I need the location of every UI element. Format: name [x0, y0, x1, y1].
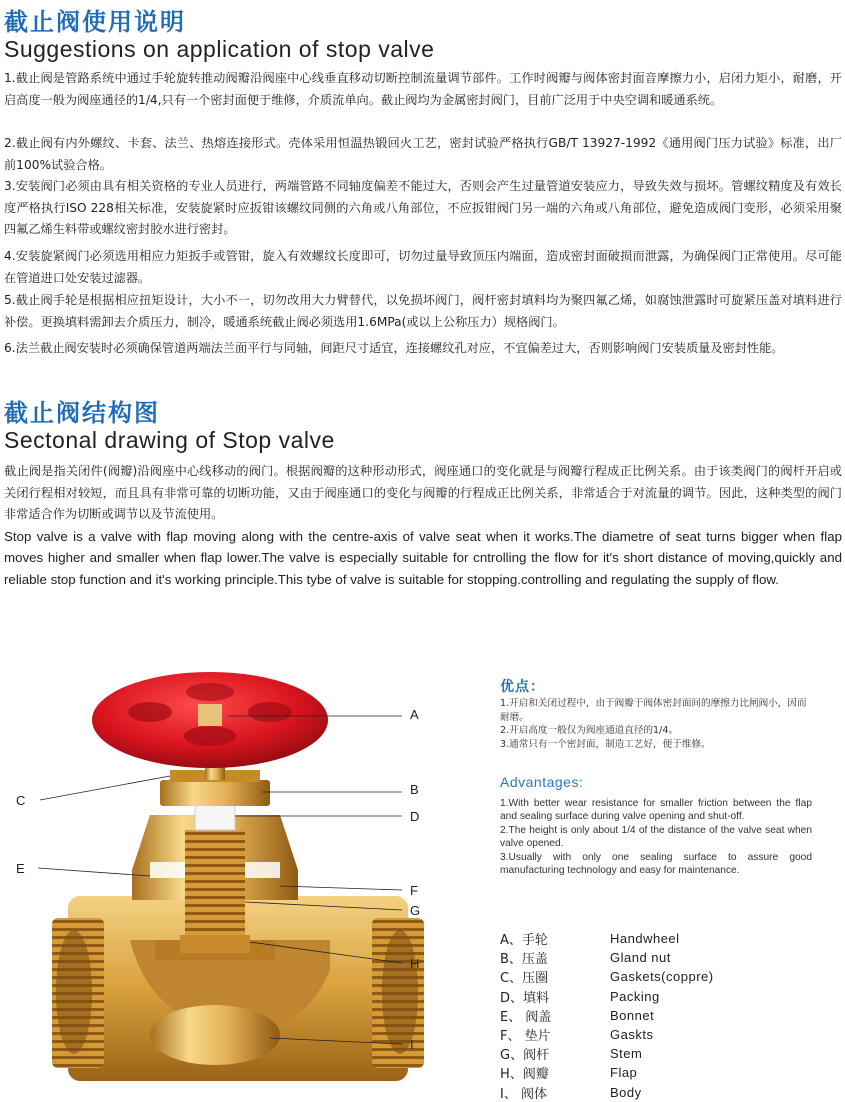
advantage-cn-2: 2.开启高度一般仅为阀座通道直径的1/4。 [500, 725, 679, 737]
callout-i: I [410, 1037, 414, 1052]
valve-flap [180, 935, 250, 953]
callout-f: F [410, 883, 418, 898]
part-en: Stem [610, 1046, 643, 1062]
part-cn: G、阀杆 [500, 1048, 550, 1064]
usage-paragraph-2: 2.截止阀有内外螺纹、卡套、法兰、热熔连接形式。壳体采用恒温热锻回火工艺，密封试验严格执行GB/T 13927-1992《通用阀门压力试验》标准，出厂前100%试验合格。 [4, 136, 842, 172]
advantages-list-en [500, 797, 812, 877]
callout-g: G [410, 903, 421, 918]
structure-paragraph-cn: 截止阀是指关闭件(阀瓣)沿阀座中心线移动的阀门。根据阀瓣的这种形动形式，阀座通口的变化就是与阀瓣行程成正比例关系。由于该类阀门的阀杆开启或关闭行程相对较短，而且具有非常可靠的切断功能，又由于阀座通口的变化与阀瓣的行程成正比例关系，非常适合于对流量的调节。因此，这种类型的阀门非常适合作为切断或调节以及节流使用。 [4, 464, 842, 522]
part-row [500, 1025, 820, 1044]
advantage-cn-3: 3.通常只有一个密封面，制造工艺好，便于维修。 [500, 738, 711, 750]
part-row [500, 987, 820, 1006]
part-cn: H、阀瓣 [500, 1067, 549, 1083]
part-cn: B、压盖 [500, 952, 548, 968]
part-row [500, 1006, 820, 1025]
section2-title-en: Sectonal drawing of Stop valve [4, 427, 335, 453]
advantages-list-cn [500, 697, 810, 751]
part-en: Bonnet [610, 1007, 655, 1023]
section1-title-en: Suggestions on application of stop valve [4, 36, 435, 62]
part-row [500, 929, 820, 948]
stop-valve-illustration [0, 640, 500, 1102]
usage-paragraph-4: 4.安装旋紧阀门必须选用相应力矩扳手或管钳，旋入有效螺纹长度即可，切勿过量导致顶压内端面，造成密封面破损而泄露，为确保阀门正常使用。尽可能在管道进口处安装过滤器。 [4, 249, 842, 285]
part-en: Gland nut [610, 950, 671, 966]
part-en: Body [610, 1084, 642, 1100]
usage-paragraph-6: 6.法兰截止阀安装时必须确保管道两端法兰面平行与同轴，间距尺寸适宜，连接螺纹孔对应，不宜偏差过大，否则影响阀门安装质量及密封性能。 [4, 341, 784, 355]
part-cn: I、 阀体 [500, 1086, 547, 1102]
callout-h: H [410, 956, 420, 971]
section1-title-cn: 截止阀使用说明 [4, 8, 186, 36]
callout-d: D [410, 809, 420, 824]
part-cn: D、填料 [500, 990, 550, 1006]
part-en: Flap [610, 1065, 638, 1081]
usage-paragraph-5: 5.截止阀手轮是根据相应扭矩设计，大小不一，切勿改用大力臂替代，以免损坏阀门，阀杆密封填料均为聚四氟乙烯，如腐蚀泄露时可旋紧压盖对填料进行补偿。更换填料需卸去介质压力，制冷，暖通系统截止阀必须选用1.6MPa(或以上公称压力）规格阀门。 [4, 293, 842, 329]
advantages-title-cn: 优点： [500, 679, 545, 695]
part-row [500, 1083, 820, 1102]
handwheel [92, 672, 328, 768]
advantage-cn-1: 1.开启和关闭过程中，由于阀瓣于阀体密封面间的摩擦力比闸阀小，因而耐磨。 [500, 698, 807, 723]
part-row [500, 1063, 820, 1082]
usage-paragraph-3: 3.安装阀门必须由具有相关资格的专业人员进行，两端管路不同轴度偏差不能过大，否则会产生过量管道安装应力，导致失效与损坏。管螺纹精度及有效长度严格执行ISO 228相关标准，安装旋紧时应扳钳该螺纹同侧的六角或八角部位，不应扳钳阀门另一端的六角或八角部位，避免造成阀门变形，必须采用聚四氟乙烯生料带或螺纹密封胶水进行密封。 [4, 179, 842, 237]
advantage-en-2: 2.The height is only about 1/4 of the distance of the valve seat when valve opened. [500, 824, 812, 850]
callout-a: A [410, 707, 419, 722]
part-cn: E、 阀盖 [500, 1009, 552, 1025]
part-cn: F、 垫片 [500, 1029, 551, 1045]
section2-title-cn: 截止阀结构图 [4, 399, 160, 427]
valve-stem [185, 830, 245, 940]
part-en: Gaskts [610, 1027, 654, 1043]
callout-c: C [16, 793, 26, 808]
part-cn: C、压圈 [500, 971, 549, 987]
packing [195, 805, 235, 830]
part-en: Gaskets(coppre) [610, 969, 714, 985]
callout-b: B [410, 782, 419, 797]
part-row [500, 948, 820, 967]
part-row [500, 1044, 820, 1063]
advantage-en-3: 3.Usually with only one sealing surface to assure good manufacturing technology and easy for maintenance. [500, 851, 812, 877]
part-en: Packing [610, 988, 660, 1004]
part-en: Handwheel [610, 931, 680, 947]
callout-e: E [16, 861, 25, 876]
advantages-title-en: Advantages: [500, 774, 584, 790]
structure-paragraph-en: Stop valve is a valve with flap moving along with the centre-axis of valve seat when it works.The diametre of seat turns bigger when flap moves higher and smaller when flap lower.The valve is especially suitable for cntrolling the flow for it's short distance of moving,quickly and reliable stop function and it's working principle.This tybe of valve is suitable for stopping.controlling and regulating the supply of flow. [4, 529, 842, 587]
parts-legend [500, 929, 820, 1102]
advantage-en-1: 1.With better wear resistance for smaller friction between the flap and sealing surface during valve opening and shut-off. [500, 798, 812, 823]
part-row [500, 967, 820, 986]
part-cn: A、手轮 [500, 933, 548, 949]
gland-nut [160, 780, 270, 806]
usage-paragraph-1: 1.截止阀是管路系统中通过手轮旋转推动阀瓣沿阀座中心线垂直移动切断控制流量调节部件。工作时阀瓣与阀体密封面音摩擦力小，启闭力矩小，耐磨，开启高度一般为阀座通径的1/4,只有一个密封面便于维修，介质流单向。截止阀均为金属密封阀门，目前广泛用于中央空调和暖通系统。 [4, 71, 842, 107]
